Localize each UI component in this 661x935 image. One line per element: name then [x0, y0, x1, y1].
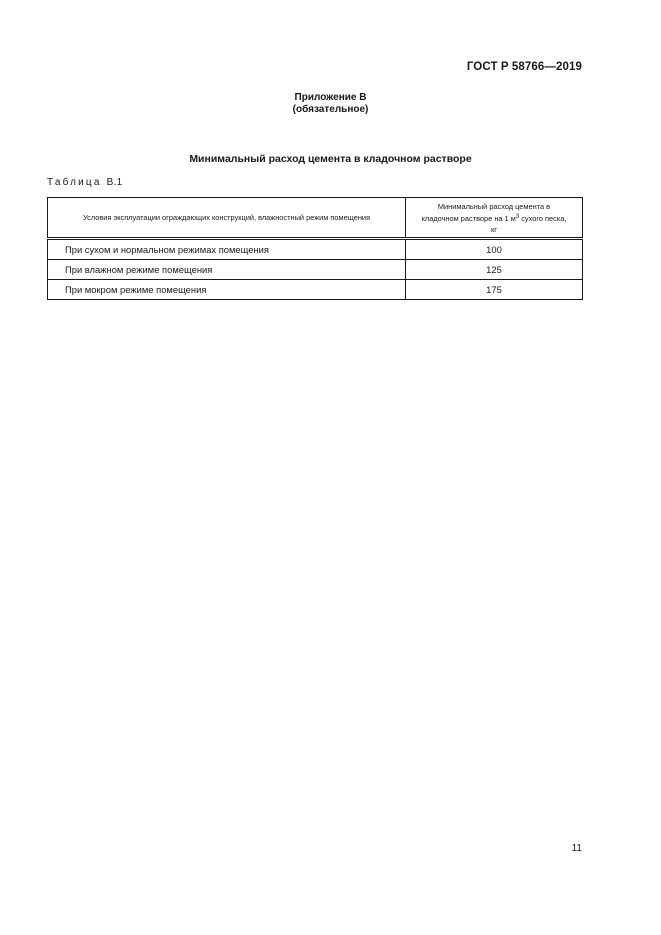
column-header-cement-consumption [406, 198, 583, 239]
condition-cell: При сухом и нормальном режимах помещения [48, 239, 406, 260]
header-text: Минимальный расход цемента в кладочном растворе на 1 м [421, 201, 551, 223]
table-row [48, 260, 583, 280]
page-number: 11 [571, 843, 582, 854]
cement-consumption-table [47, 197, 583, 300]
value-cell: 100 [406, 239, 583, 260]
condition-cell: При влажном режиме помещения [48, 260, 406, 280]
table-caption-number: В.1 [106, 177, 123, 188]
appendix-title: Приложение В [294, 92, 367, 103]
table-row [48, 280, 583, 300]
column-header-conditions: Условия эксплуатации ограждающих конструкций, влажностный режим помещения [48, 198, 406, 239]
table-header-row [48, 198, 583, 239]
header-text-tail: сухого песка, кг [491, 213, 567, 234]
condition-cell: При мокром режиме помещения [48, 280, 406, 300]
section-title: Минимальный расход цемента в кладочном растворе [189, 153, 472, 165]
table-caption-word: Таблица [47, 177, 102, 188]
value-cell: 175 [406, 280, 583, 300]
value-cell: 125 [406, 260, 583, 280]
appendix-status: (обязательное) [292, 104, 369, 115]
table-row [48, 239, 583, 260]
document-code: ГОСТ Р 58766—2019 [466, 61, 582, 73]
header-superscript: 3 [515, 213, 520, 220]
table-caption [47, 177, 123, 188]
